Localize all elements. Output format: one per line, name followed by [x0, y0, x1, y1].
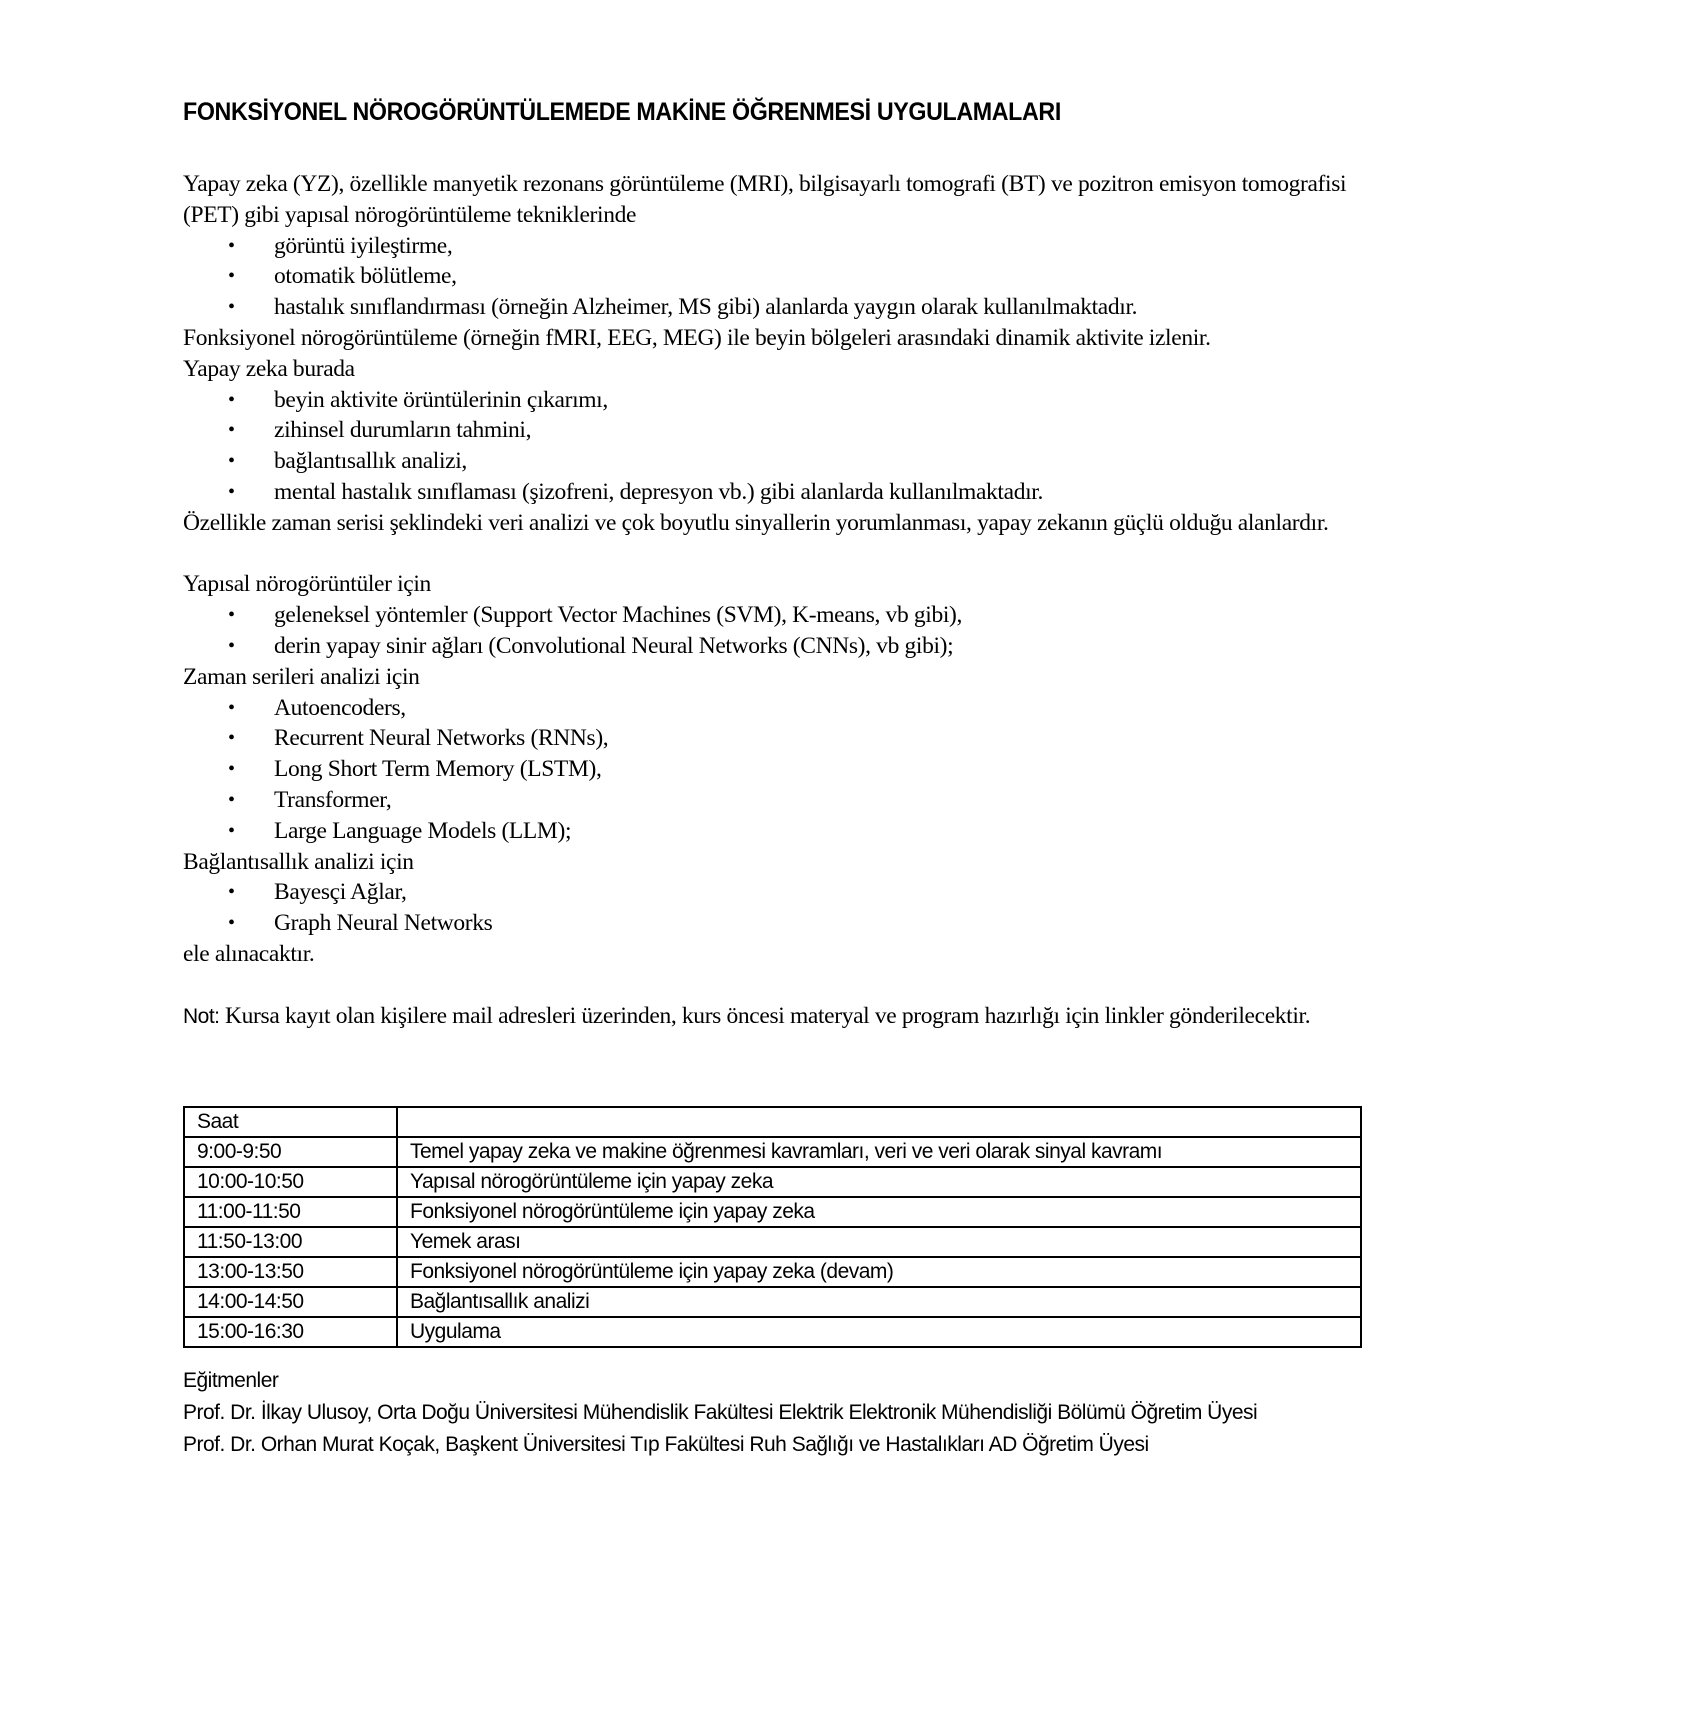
schedule-row — [184, 1287, 1361, 1317]
schedule-table — [183, 1106, 1362, 1348]
note-paragraph — [183, 1001, 1383, 1033]
list-item — [183, 754, 1383, 785]
bullet-icon: • — [228, 419, 235, 442]
functional-uses-list — [183, 385, 1383, 508]
bullet-icon: • — [228, 604, 235, 627]
schedule-topic-cell: Bağlantısallık analizi — [397, 1287, 1361, 1317]
header-cell-topic — [397, 1107, 1361, 1137]
schedule-row — [184, 1227, 1361, 1257]
list-item-text: beyin aktivite örüntülerinin çıkarımı, — [274, 386, 608, 413]
schedule-topic-cell: Temel yapay zeka ve makine öğrenmesi kavramları, veri ve veri olarak sinyal kavramı — [397, 1137, 1361, 1167]
list-item — [183, 631, 1383, 662]
bullet-icon: • — [228, 296, 235, 319]
schedule-topic-cell: Yemek arası — [397, 1227, 1361, 1257]
header-cell-time: Saat — [184, 1107, 397, 1137]
list-item-text: görüntü iyileştirme, — [274, 232, 453, 259]
bullet-icon: • — [228, 234, 235, 257]
list-item-text: Recurrent Neural Networks (RNNs), — [274, 725, 609, 752]
schedule-topic-cell: Yapısal nörogörüntüleme için yapay zeka — [397, 1167, 1361, 1197]
list-item-text: derin yapay sinir ağları (Convolutional Neural Networks (CNNs), vb gibi); — [274, 632, 954, 659]
note-text: Kursa kayıt olan kişilere mail adresleri üzerinden, kurs öncesi materyal ve program hazırlığı için linkler gönderilecektir. — [219, 1002, 1311, 1029]
spacer — [183, 539, 1383, 570]
bullet-icon: • — [228, 819, 235, 842]
structural-methods-heading: Yapısal nörogörüntüler için — [183, 571, 431, 598]
bullet-icon: • — [228, 634, 235, 657]
schedule-row — [184, 1137, 1361, 1167]
trainer-entry: Prof. Dr. Orhan Murat Koçak, Başkent Üniversitesi Tıp Fakültesi Ruh Sağlığı ve Hastalıkları AD Öğretim Üyesi — [183, 1433, 1149, 1456]
list-item — [183, 908, 1383, 939]
list-item-text: Bayesçi Ağlar, — [274, 879, 407, 906]
list-item — [183, 446, 1383, 477]
intro-paragraph: Yapay zeka (YZ), özellikle manyetik rezonans görüntüleme (MRI), bilgisayarlı tomografi (BT) ve pozitron emisyon tomografisi (PET) gibi yapısal nörogörüntüleme tekniklerinde — [183, 171, 1347, 228]
list-item — [183, 877, 1383, 908]
list-item — [183, 816, 1383, 847]
list-item-text: otomatik bölütleme, — [274, 263, 457, 290]
schedule-time-cell: 10:00-10:50 — [184, 1167, 397, 1197]
structural-methods-list — [183, 600, 1383, 662]
bullet-icon: • — [228, 480, 235, 503]
list-item-text: Large Language Models (LLM); — [274, 817, 572, 844]
document-title: FONKSİYONEL NÖROGÖRÜNTÜLEMEDE MAKİNE ÖĞRENMESİ UYGULAMALARI — [183, 98, 1061, 126]
bullet-icon: • — [228, 788, 235, 811]
list-item — [183, 415, 1383, 446]
schedule-topic-cell: Uygulama — [397, 1317, 1361, 1347]
schedule-time-cell: 14:00-14:50 — [184, 1287, 397, 1317]
bullet-icon: • — [228, 881, 235, 904]
schedule-time-cell: 13:00-13:50 — [184, 1257, 397, 1287]
schedule-time-cell: 9:00-9:50 — [184, 1137, 397, 1167]
list-item-text: zihinsel durumların tahmini, — [274, 417, 532, 444]
list-item — [183, 261, 1383, 292]
bullet-icon: • — [228, 696, 235, 719]
ai-here-paragraph: Yapay zeka burada — [183, 355, 355, 382]
list-item — [183, 231, 1383, 262]
trainers-section — [183, 1365, 1383, 1461]
note-label: Not: — [183, 1004, 220, 1028]
connectivity-methods-list — [183, 877, 1383, 939]
list-item — [183, 385, 1383, 416]
timeseries-methods-list — [183, 693, 1383, 847]
list-item — [183, 693, 1383, 724]
list-item — [183, 292, 1383, 323]
bullet-icon: • — [228, 388, 235, 411]
timeseries-methods-heading: Zaman serileri analizi için — [183, 663, 420, 690]
structural-uses-list — [183, 231, 1383, 323]
list-item — [183, 785, 1383, 816]
list-item-text: mental hastalık sınıflaması (şizofreni, depresyon vb.) gibi alanlarda kullanılmaktadır. — [274, 478, 1043, 505]
list-item-text: Graph Neural Networks — [274, 910, 493, 937]
bullet-icon: • — [228, 758, 235, 781]
list-item-text: Transformer, — [274, 786, 392, 813]
schedule-row — [184, 1197, 1361, 1227]
bullet-icon: • — [228, 727, 235, 750]
schedule-row — [184, 1257, 1361, 1287]
list-item-text: bağlantısallık analizi, — [274, 448, 467, 475]
schedule-topic-cell: Fonksiyonel nörogörüntüleme için yapay zeka — [397, 1197, 1361, 1227]
list-item-text: hastalık sınıflandırması (örneğin Alzheimer, MS gibi) alanlarda yaygın olarak kullanılmaktadır. — [274, 294, 1138, 321]
trainers-heading: Eğitmenler — [183, 1369, 279, 1392]
connectivity-methods-heading: Bağlantısallık analizi için — [183, 848, 414, 875]
list-item — [183, 600, 1383, 631]
document-body — [183, 169, 1383, 1032]
functional-paragraph: Fonksiyonel nörogörüntüleme (örneğin fMRI, EEG, MEG) ile beyin bölgeleri arasındaki dinamik aktivite izlenir. — [183, 324, 1211, 351]
schedule-row — [184, 1317, 1361, 1347]
schedule-header-row — [184, 1107, 1361, 1137]
bullet-icon: • — [228, 912, 235, 935]
schedule-time-cell: 11:00-11:50 — [184, 1197, 397, 1227]
list-item — [183, 723, 1383, 754]
schedule-topic-cell: Fonksiyonel nörogörüntüleme için yapay zeka (devam) — [397, 1257, 1361, 1287]
bullet-icon: • — [228, 450, 235, 473]
schedule-time-cell: 15:00-16:30 — [184, 1317, 397, 1347]
summary-paragraph: Özellikle zaman serisi şeklindeki veri analizi ve çok boyutlu sinyallerin yorumlanması, yapay zekanın güçlü olduğu alanlardır. — [183, 509, 1329, 536]
list-item-text: geleneksel yöntemler (Support Vector Machines (SVM), K-means, vb gibi), — [274, 602, 963, 629]
trainer-entry: Prof. Dr. İlkay Ulusoy, Orta Doğu Üniversitesi Mühendislik Fakültesi Elektrik Elektronik Mühendisliği Bölümü Öğretim Üyesi — [183, 1401, 1258, 1424]
list-item-text: Long Short Term Memory (LSTM), — [274, 756, 602, 783]
list-item — [183, 477, 1383, 508]
methods-closing: ele alınacaktır. — [183, 940, 315, 967]
schedule-row — [184, 1167, 1361, 1197]
schedule-time-cell: 11:50-13:00 — [184, 1227, 397, 1257]
bullet-icon: • — [228, 265, 235, 288]
list-item-text: Autoencoders, — [274, 694, 406, 721]
spacer — [183, 970, 1383, 1001]
